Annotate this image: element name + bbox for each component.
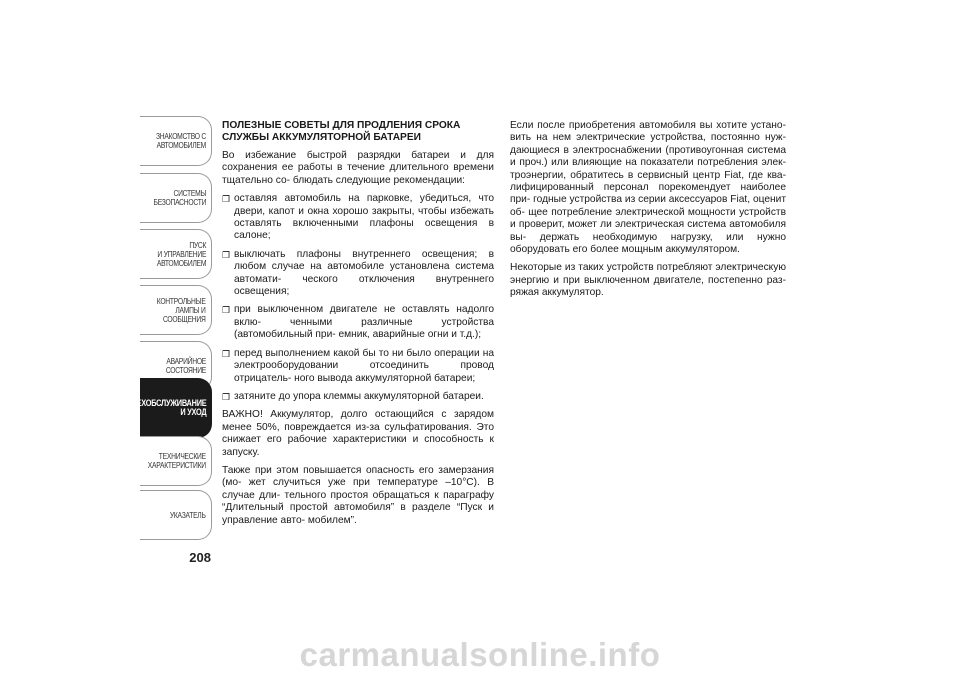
- list-item-text: при выключенном двигателе не оставлять надолго вклю- ченными различные устройства (автомобильный при- емник, аварийные огни и т.д.);: [234, 304, 494, 341]
- checkbox-bullet-icon: ❐: [222, 249, 231, 260]
- checkbox-bullet-icon: ❐: [222, 194, 231, 205]
- list-item-text: выключать плафоны внутреннего освещения; в любом случае на автомобиле установлена система автомати- ческого отключения внутреннего освещения;: [234, 248, 494, 298]
- freeze-paragraph: Также при этом повышается опасность его замерзания (мо- жет случиться уже при температуре –10°C). В случае дли- тельного простоя обращаться к параграфу “Длительный простой автомобиля” в разделе “Пуск и управление авто- мобилем”.: [222, 464, 494, 526]
- tab-getting-to-know[interactable]: [140, 116, 212, 166]
- tab-label: ПУСК И УПРАВЛЕНИЕ АВТОМОБИЛЕМ: [156, 240, 206, 268]
- tab-label: КОНТРОЛЬНЫЕ ЛАМПЫ И СООБЩЕНИЯ: [157, 296, 206, 324]
- section-heading: ПОЛЕЗНЫЕ СОВЕТЫ ДЛЯ ПРОДЛЕНИЯ СРОКА СЛУЖБЫ АККУМУЛЯТОРНОЙ БАТАРЕИ: [222, 120, 461, 143]
- tab-safety-systems[interactable]: [140, 173, 212, 223]
- tab-warning-lights[interactable]: [140, 285, 212, 335]
- tab-label: АВАРИЙНОЕ СОСТОЯНИЕ: [165, 357, 206, 375]
- left-column: [222, 120, 494, 533]
- tab-label: ЗНАКОМСТВО С АВТОМОБИЛЕМ: [155, 132, 206, 150]
- checkbox-bullet-icon: ❐: [222, 391, 231, 402]
- list-item: [222, 348, 494, 385]
- tab-label: ТЕХОБСЛУЖИВАНИЕ И УХОД: [131, 398, 206, 417]
- tab-label: СИСТЕМЫ БЕЗОПАСНОСТИ: [153, 189, 206, 207]
- list-item: [222, 249, 494, 299]
- list-item-text: оставляя автомобиль на парковке, убедиться, что двери, капот и окна хорошо закрыты, чтобы избежать оставлять включенными плафоны освещения в салоне;: [234, 193, 494, 242]
- list-item-text: затяните до упора клеммы аккумуляторной батареи.: [234, 390, 484, 402]
- tab-technical-specs[interactable]: [140, 436, 212, 486]
- tab-start-driving[interactable]: [140, 229, 212, 279]
- right-column: [510, 120, 786, 306]
- tab-label: УКАЗАТЕЛЬ: [170, 510, 206, 520]
- checkbox-bullet-icon: ❐: [222, 305, 231, 316]
- list-item-text: перед выполнением какой бы то ни было операции на электрооборудовании отсоединить провод отрицатель- ного вывода аккумуляторной батареи;: [234, 347, 494, 384]
- page-number: 208: [189, 550, 211, 565]
- list-item: [222, 193, 494, 243]
- list-item: [222, 304, 494, 341]
- important-paragraph: ВАЖНО! Аккумулятор, долго остающийся с зарядом менее 50%, повреждается из-за сульфатирования. Это снижает его рабочие характеристики и способность к запуску.: [222, 409, 494, 458]
- accessories-paragraph: Если после приобретения автомобиля вы хотите устано- вить на нем электрические устройства, постоянно нуж- дающиеся в электроснабжении (противоугонная система и проч.) или влияющие на показатели потребления элек- троэнергии, обратитесь в сервисный центр Fiat, где ква- лифицированный персонал порекомендует наиболее при- годные устройства из серии аксессуаров Fiat, оценит об- щее потребление электрической мощности устройств и проверит, может ли электрическая система автомобиля вы- держать необходимую нагрузку, или нужно оборудовать его более мощным аккумулятором.: [510, 120, 786, 256]
- tab-maintenance-care[interactable]: [131, 378, 212, 438]
- checkbox-bullet-icon: ❐: [222, 348, 231, 359]
- intro-paragraph: Во избежание быстрой разрядки батареи и для сохранения ее работы в течение длительного времени тщательно со- блюдать следующие рекомендации:: [222, 150, 494, 186]
- site-watermark: carmanualsonline.info: [299, 636, 661, 673]
- list-item: [222, 391, 494, 403]
- consumption-paragraph: Некоторые из таких устройств потребляют электрическую энергию и при выключенном двигателе, постепенно раз- ряжая аккумулятор.: [510, 262, 786, 299]
- tab-label: ТЕХНИЧЕСКИЕ ХАРАКТЕРИСТИКИ: [147, 452, 206, 470]
- tab-index[interactable]: [140, 490, 212, 540]
